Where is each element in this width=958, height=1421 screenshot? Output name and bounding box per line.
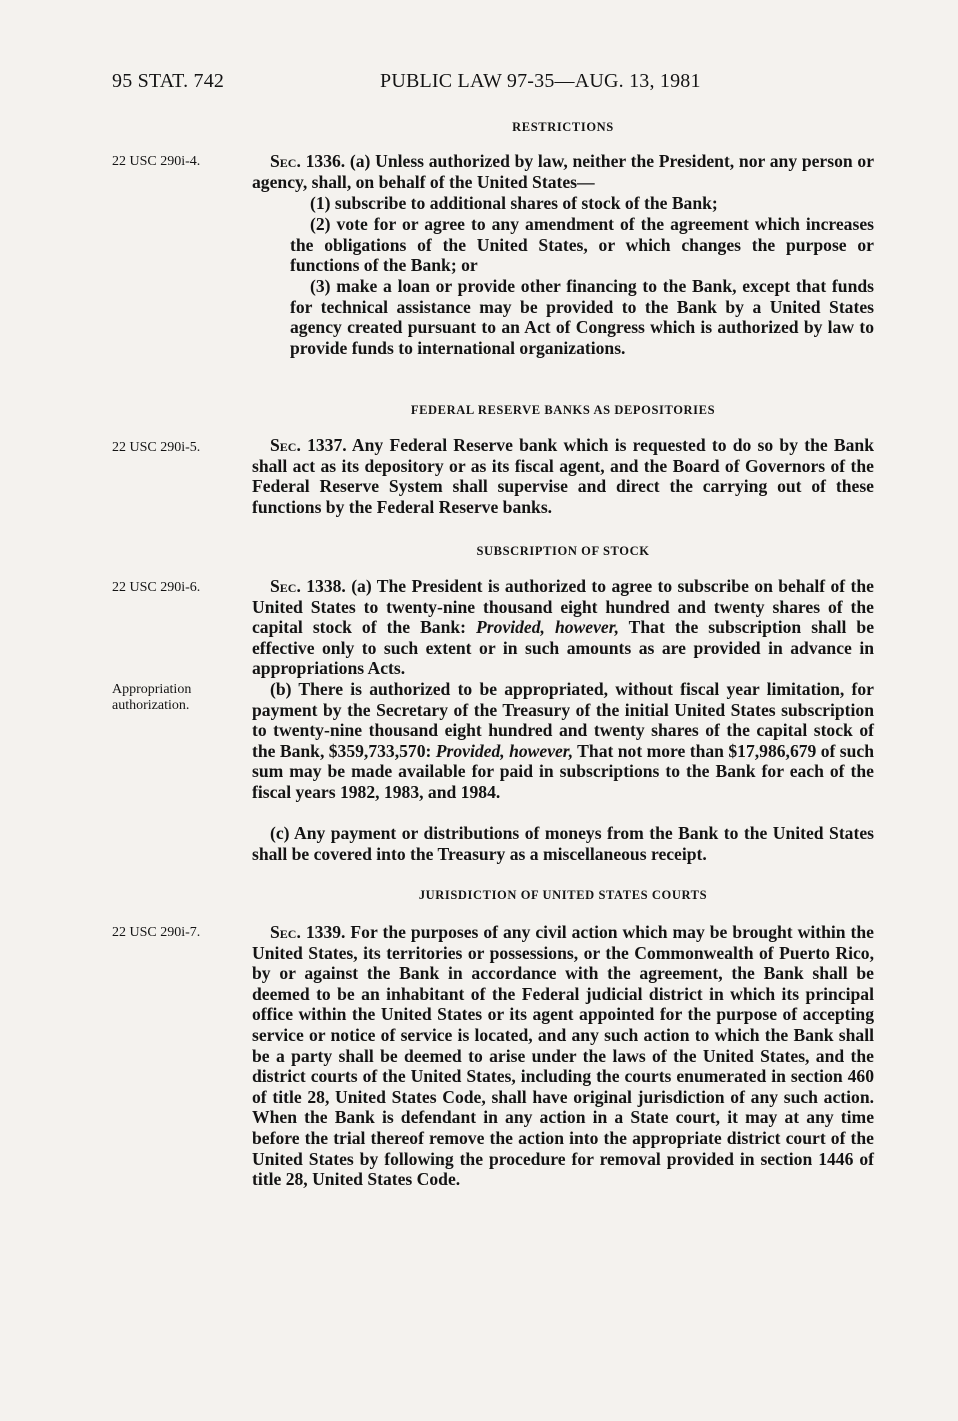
- proviso-a: Provided, however,: [476, 617, 619, 638]
- margin-note-1337: 22 USC 290i-5.: [112, 440, 201, 455]
- heading-depositories: FEDERAL RESERVE BANKS AS DEPOSITORIES: [410, 403, 716, 417]
- section-1338-a-text-2: That the subscription shall be effective only to such extent or in such amounts as are provided in advance in appropriations Acts.: [252, 617, 875, 679]
- section-1338-b-text-1: (b) There is authorized to be appropriated, without fiscal year limitation, for payment by the Secretary of the Treasury of the initial United States subscription to twenty-nine thousand eight hundred and twenty shares of the capital stock of the Bank, $359,733,570:: [252, 679, 874, 761]
- section-1339-text: . 1339. For the purposes of any civil action which may be brought within the United States, its territories or possessions, or the Commonwealth of Puerto Rico, by or against the Bank in accordance with the agreement, the Bank shall be deemed to be an inhabitant of the Federal judicial district in which its principal office within the United States or its agent appointed for the purpose of accepting service or notice of service is located, and any such action to which the Bank shall be a party shall be deemed to arise under the laws of the United States, and the district courts of the United States, including the courts enumerated in section 460 of title 28, United States Code, shall have original jurisdiction of any such action. When the Bank is defendant in any action in a State court, it may at any time before the trial thereof remove the action into the appropriate district court of the United States by following the procedure for removal provided in section 1446 of title 28, United States Code.: [252, 922, 874, 1190]
- heading-subscription: SUBSCRIPTION OF STOCK: [476, 544, 650, 558]
- margin-note-appropriation: Appropriation authorization.: [112, 682, 192, 713]
- heading-jurisdiction: JURISDICTION OF UNITED STATES COURTS: [418, 888, 708, 902]
- section-1336-item-1: (1) subscribe to additional shares of stock of the Bank;: [310, 193, 718, 213]
- section-1336-intro: [252, 151, 874, 192]
- public-law-title: PUBLIC LAW 97-35—AUG. 13, 1981: [380, 70, 701, 92]
- section-1338-b-text-2: That not more than $17,986,679 of such sum may be made available for paid in subscriptions to the Bank for each of the fiscal years 1982, 1983, and 1984.: [252, 740, 875, 802]
- heading-restrictions: RESTRICTIONS: [512, 120, 614, 134]
- section-1339: [252, 922, 874, 1190]
- sec-label: Sec: [270, 576, 297, 596]
- section-1338-b: [252, 679, 874, 803]
- sec-label: Sec: [270, 151, 297, 171]
- section-1337: [252, 435, 874, 517]
- margin-note-1338: 22 USC 290i-6.: [112, 580, 201, 595]
- section-1338-a: [252, 576, 874, 679]
- margin-note-1339: 22 USC 290i-7.: [112, 925, 201, 940]
- sec-label: Sec: [270, 435, 297, 455]
- proviso-b: Provided, however,: [435, 740, 574, 761]
- section-1338-c: (c) Any payment or distributions of moneys from the Bank to the United States shall be covered into the Treasury as a miscellaneous receipt.: [252, 823, 874, 864]
- page-header: [112, 70, 752, 96]
- stat-page-number: 95 STAT. 742: [112, 70, 225, 92]
- sec-label: Sec: [270, 922, 297, 942]
- section-1336-item-2: (2) vote for or agree to any amendment of the agreement which increases the obligations of the United States, or which changes the purpose or functions of the Bank; or: [290, 214, 874, 276]
- section-1337-text: . 1337. Any Federal Reserve bank which is requested to do so by the Bank shall act as its depository or as its fiscal agent, and the Board of Governors of the Federal Reserve System shall supervise and direct the carrying out of these functions by the Federal Reserve banks.: [252, 435, 874, 517]
- section-1338-a-text-1: . 1338. (a) The President is authorized to agree to subscribe on behalf of the United States to twenty-nine thousand eight hundred and twenty shares of the capital stock of the Bank:: [252, 576, 874, 638]
- margin-note-1336: 22 USC 290i-4.: [112, 154, 201, 169]
- section-1336-item-3: (3) make a loan or provide other financing to the Bank, except that funds for technical assistance may be provided to the Bank by a United States agency created pursuant to an Act of Congress which is authorized by law to provide funds to international organizations.: [290, 276, 874, 358]
- section-1336-text: . 1336. (a) Unless authorized by law, neither the President, nor any person or agency, shall, on behalf of the United States—: [252, 151, 874, 192]
